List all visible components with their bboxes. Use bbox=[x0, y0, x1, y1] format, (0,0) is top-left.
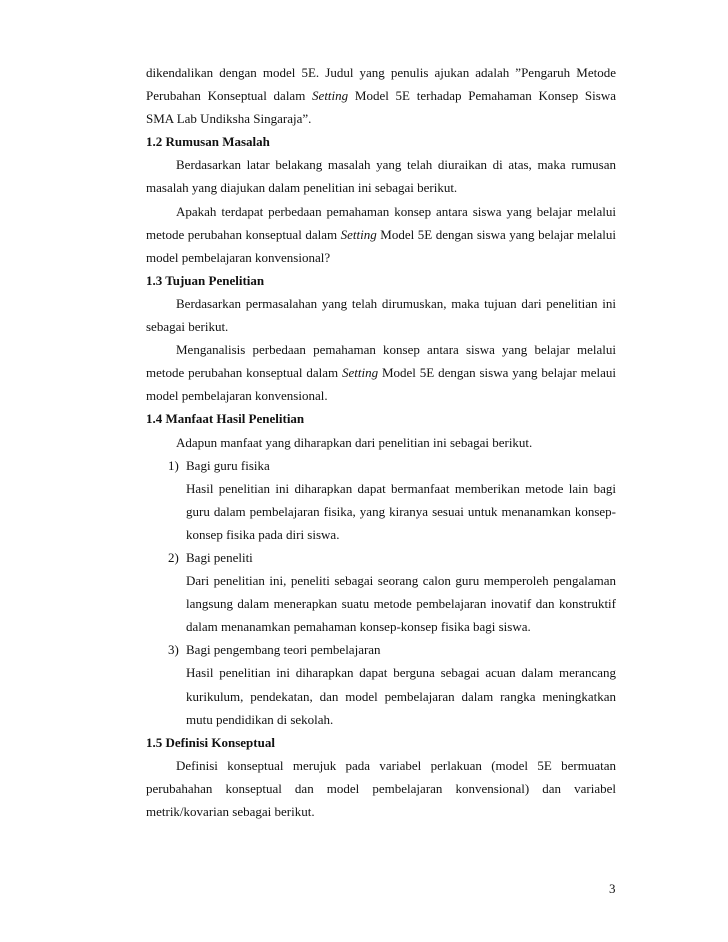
emphasis-setting: Setting bbox=[340, 226, 377, 242]
list-number: 2) bbox=[168, 549, 179, 565]
list-item-title: Bagi guru fisika bbox=[186, 457, 270, 473]
tujuan-paragraph-1: Berdasarkan permasalahan yang telah dirumuskan, maka tujuan dari penelitian ini sebagai berikut. bbox=[146, 295, 616, 335]
section-heading-manfaat-hasil-penelitian: 1.4 Manfaat Hasil Penelitian bbox=[146, 411, 305, 427]
emphasis-setting: Setting bbox=[312, 88, 349, 104]
tujuan-paragraph-2: Menganalisis perbedaan pemahaman konsep antara siswa yang belajar melalui metode perubahan konseptual dalam Setting Model 5E dengan siswa yang belajar melaui model pembelajaran konvensional. bbox=[146, 342, 616, 404]
intro-paragraph: dikendalikan dengan model 5E. Judul yang penulis ajukan adalah ”Pengaruh Metode Perubahan Konseptual dalam Setting Model 5E terhadap Pemahaman Konsep Siswa SMA Lab Undiksha Singaraja”. bbox=[146, 65, 616, 127]
manfaat-paragraph-1: Adapun manfaat yang diharapkan dari penelitian ini sebagai berikut. bbox=[176, 434, 533, 450]
definisi-paragraph-1: Definisi konseptual merujuk pada variabel perlakuan (model 5E bermuatan perubahahan konseptual dan model pembelajaran konvensional) dan variabel metrik/kovarian sebagai berikut. bbox=[146, 757, 616, 819]
list-item bbox=[146, 546, 616, 638]
list-number: 3) bbox=[168, 642, 179, 658]
rumusan-paragraph-1: Berdasarkan latar belakang masalah yang telah diuraikan di atas, maka rumusan masalah yang diajukan dalam penelitian ini sebagai berikut. bbox=[146, 157, 616, 196]
section-heading-tujuan-penelitian: 1.3 Tujuan Penelitian bbox=[146, 272, 265, 288]
section-heading-definisi-konseptual: 1.5 Definisi Konseptual bbox=[146, 734, 275, 750]
page-content bbox=[146, 61, 616, 823]
list-item-body: Dari penelitian ini, peneliti sebagai seorang calon guru memperoleh pengalaman langsung dalam menerapkan suatu metode pembelajaran inovatif dan konstruktif dalam menanamkan pemahaman konsep-konsep fisika bagi siswa. bbox=[186, 573, 616, 635]
list-item-title: Bagi peneliti bbox=[186, 549, 253, 565]
rumusan-question: Apakah terdapat perbedaan pemahaman konsep antara siswa yang belajar melalui metode perubahan konseptual dalam Setting Model 5E dengan siswa yang belajar melalui model pembelajaran konvensional? bbox=[146, 203, 616, 265]
section-heading-rumusan-masalah: 1.2 Rumusan Masalah bbox=[146, 134, 270, 150]
list-item bbox=[146, 454, 616, 546]
page-number: 3 bbox=[609, 881, 616, 896]
manfaat-list bbox=[146, 454, 616, 731]
list-item-title: Bagi pengembang teori pembelajaran bbox=[186, 642, 381, 658]
list-item-body: Hasil penelitian ini diharapkan dapat bermanfaat memberikan metode lain bagi guru dalam pembelajaran fisika, yang kiranya sesuai untuk menanamkan konsep-konsep fisika pada diri siswa. bbox=[186, 480, 616, 542]
list-item-body: Hasil penelitian ini diharapkan dapat berguna sebagai acuan dalam merancang kurikulum, pendekatan, dan model pembelajaran dalam rangka meningkatkan mutu pendidikan di sekolah. bbox=[186, 665, 616, 727]
list-item bbox=[146, 638, 616, 730]
emphasis-setting: Setting bbox=[341, 365, 379, 381]
list-number: 1) bbox=[168, 457, 179, 473]
